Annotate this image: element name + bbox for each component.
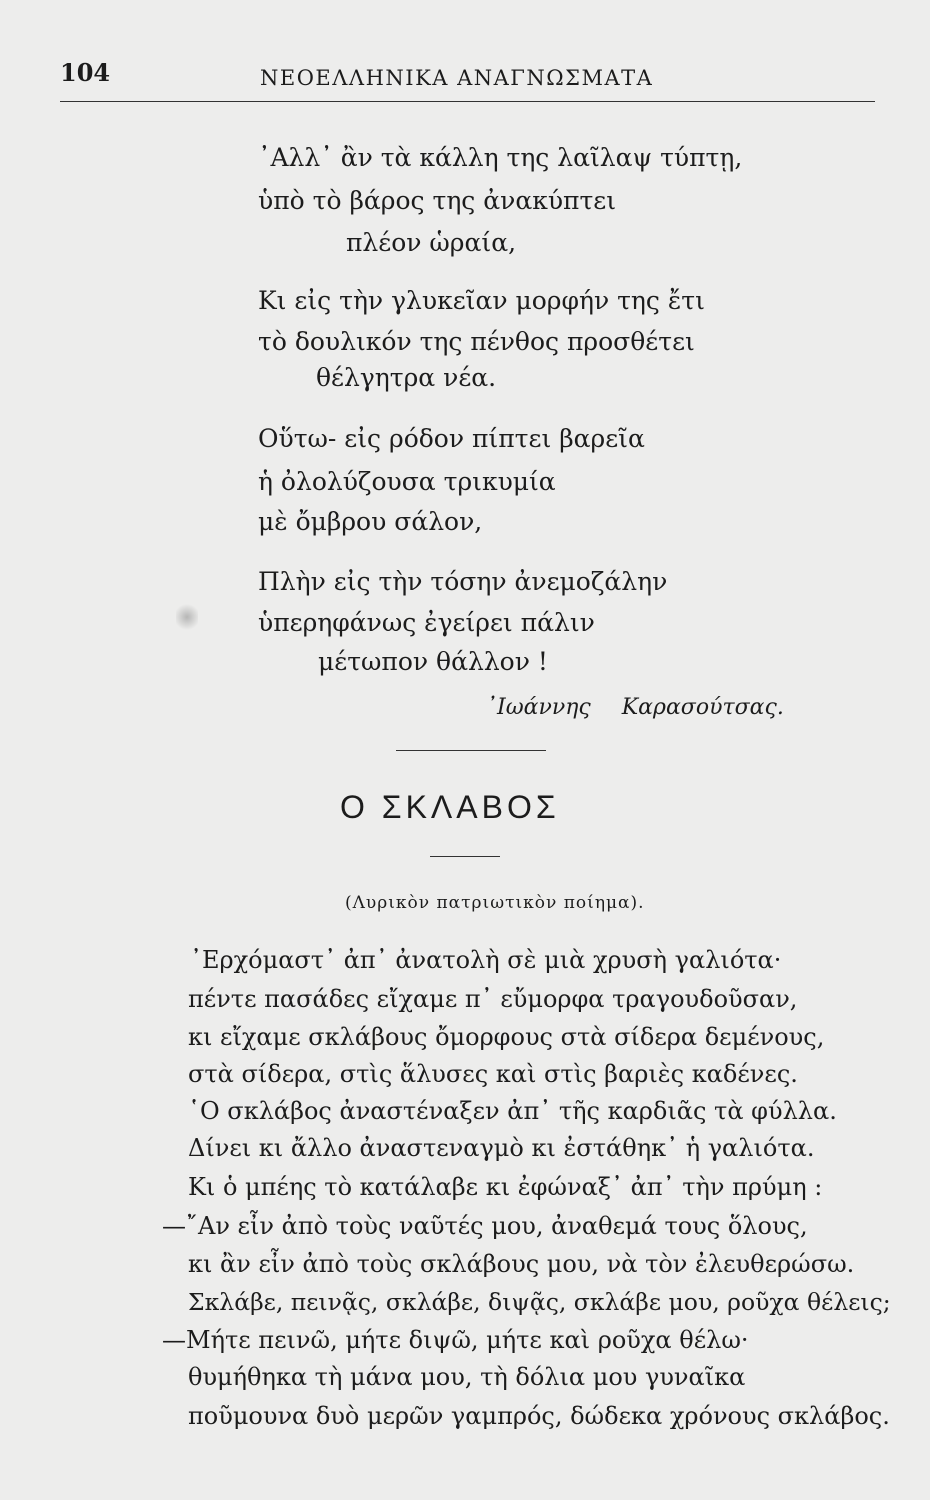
poem-line: ᾿Αλλ᾿ ἂν τὰ κάλλη της λαῖλαψ τύπτῃ, (258, 143, 743, 172)
poem-line: Πλὴν εἰς τὴν τόσην ἀνεμοζάλην (258, 567, 668, 596)
poem-line: Σκλάβε, πεινᾷς, σκλάβε, διψᾷς, σκλάβε μου, ροῦχα θέλεις; (188, 1288, 891, 1316)
poem-line: μὲ ὄμβρου σάλον, (258, 507, 483, 536)
poem-line: ᾿Ερχόμαστ᾿ ἀπ᾿ ἀνατολὴ σὲ μιὰ χρυσὴ γαλιότα· (190, 946, 782, 974)
running-title: ΝΕΟΕΛΛΗΝΙΚΑ ΑΝΑΓΝΩΣΜΑΤΑ (260, 66, 654, 90)
author-signature: ᾿Ιωάννης Καρασούτσας. (486, 695, 784, 720)
poem-title: Ο ΣΚΛΑΒΟΣ (340, 789, 560, 825)
poem-line: πλέον ὡραία, (346, 228, 517, 257)
poem-line: —῎Αν εἶν ἀπὸ τοὺς ναῦτές μου, ἀναθεμά τους ὅλους, (162, 1212, 808, 1240)
poem-line: Κι ὁ μπέης τὸ κατάλαβε κι ἐφώναξ᾿ ἀπ᾿ τὴν πρύμη : (188, 1173, 823, 1201)
poem-line: τὸ δουλικόν της πένθος προσθέτει (258, 327, 695, 356)
section-divider (396, 750, 546, 751)
header-rule (60, 101, 875, 102)
poem-line: θέλγητρα νέα. (316, 363, 497, 392)
page-number: 104 (60, 58, 111, 87)
poem-line: στὰ σίδερα, στὶς ἅλυσες καὶ στὶς βαριὲς καδένες. (188, 1060, 798, 1088)
poem-line: ῾Ο σκλάβος ἀναστέναξεν ἀπ᾿ τῆς καρδιᾶς τὰ φύλλα. (188, 1097, 837, 1125)
paper-stain (176, 602, 198, 632)
poem-line: Κι εἰς τὴν γλυκεῖαν μορφήν της ἔτι (258, 286, 705, 315)
poem-line: πέντε πασάδες εἴχαμε π᾿ εὔμορφα τραγουδοῦσαν, (188, 985, 798, 1013)
poem-line: —Μήτε πεινῶ, μήτε διψῶ, μήτε καὶ ροῦχα θέλω· (162, 1326, 749, 1354)
poem-line: Δίνει κι ἄλλο ἀναστεναγμὸ κι ἐστάθηκ᾿ ἡ γαλιότα. (188, 1134, 815, 1162)
title-rule (430, 856, 500, 857)
poem-line: κι εἴχαμε σκλάβους ὄμορφους στὰ σίδερα δεμένους, (188, 1023, 825, 1051)
poem-line: ὑπερηφάνως ἐγείρει πάλιν (258, 608, 595, 637)
poem-line: θυμήθηκα τὴ μάνα μου, τὴ δόλια μου γυναῖκα (188, 1363, 746, 1391)
poem-line: ἡ ὀλολύζουσα τρικυμία (258, 467, 556, 496)
poem-line: ποῦμουνα δυὸ μερῶν γαμπρός, δώδεκα χρόνους σκλάβος. (188, 1402, 890, 1430)
poem-line: κι ἂν εἶν ἀπὸ τοὺς σκλάβους μου, νὰ τὸν ἐλευθερώσω. (188, 1250, 855, 1278)
poem-line: μέτωπον θάλλον ! (318, 647, 548, 676)
poem-subtitle: (Λυρικὸν πατριωτικὸν ποίημα). (345, 893, 645, 913)
poem-line: Οὕτω- εἰς ρόδον πίπτει βαρεῖα (258, 424, 645, 453)
poem-line: ὑπὸ τὸ βάρος της ἀνακύπτει (258, 186, 617, 215)
